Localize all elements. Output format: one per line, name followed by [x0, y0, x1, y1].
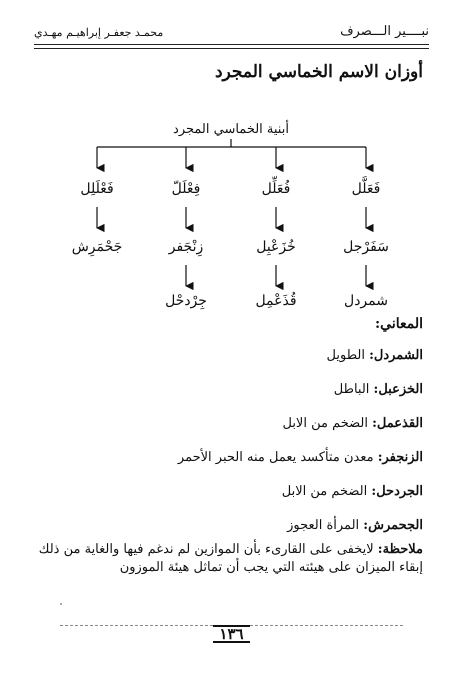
pattern-node: فَعْلَلِل	[80, 181, 114, 197]
meanings-heading: المعاني:	[374, 316, 423, 332]
pattern-node: فِعْلَلّ	[171, 181, 201, 197]
meaning-term: الجحمرش:	[363, 518, 423, 533]
meaning-item	[334, 382, 423, 397]
example-node: سَفَرْجل	[343, 239, 389, 255]
meaning-definition: الضخم من الابل	[281, 484, 372, 499]
meaning-term: الخزعبل:	[373, 382, 423, 397]
example-node: خُزَعْبِل	[256, 239, 296, 255]
book-title-header: نبــــير الـــصرف	[340, 24, 429, 39]
meanings-section	[40, 316, 423, 533]
note-text: لايخفى على القارىء بأن الموازين لم ندغم فيها والغاية من ذلك إبقاء الميزان على هيئته التي يجب أن تماثل هيئة الموزون	[38, 542, 423, 575]
example-node: شمردل	[344, 293, 388, 309]
meaning-item	[282, 416, 423, 431]
meaning-term: الجردحل:	[371, 484, 423, 499]
example-node: قُذَعْمِل	[255, 293, 297, 309]
meaning-definition: الضخم من الابل	[282, 416, 373, 431]
meaning-definition: معدن متأكسد يعمل منه الحبر الأحمر	[177, 450, 378, 465]
page-number: ١٣٦	[213, 625, 249, 643]
pattern-node: فُعَلِّل	[261, 181, 291, 197]
meaning-item	[282, 484, 423, 499]
meaning-term: الشمردل:	[369, 348, 423, 363]
meaning-definition: الطويل	[326, 348, 370, 363]
meaning-definition: المرأة العجوز	[287, 518, 364, 533]
tree-root-label: أبنية الخماسي المجرد	[173, 122, 289, 137]
meaning-term: الزنجفر:	[377, 450, 423, 465]
section-title: أوزان الاسم الخماسي المجرد	[214, 62, 423, 82]
note-paragraph	[30, 541, 423, 577]
meaning-term: القذعمل:	[372, 416, 423, 431]
meaning-item	[287, 518, 423, 533]
meaning-item	[327, 348, 423, 363]
meaning-definition: الباطل	[333, 382, 374, 397]
print-speck	[60, 603, 62, 605]
example-node: جَحْمَرِش	[71, 239, 123, 255]
meaning-item	[178, 450, 423, 465]
page-number-block	[0, 625, 463, 643]
note-label: ملاحظة:	[377, 542, 423, 557]
example-node: جِرْدحْل	[165, 293, 207, 309]
pattern-node: فَعَلَّل	[351, 181, 381, 197]
example-node: زِنْجَفر	[168, 239, 204, 255]
author-name-header: محمـد جعفـر إبراهيـم مهـدي	[34, 26, 164, 39]
